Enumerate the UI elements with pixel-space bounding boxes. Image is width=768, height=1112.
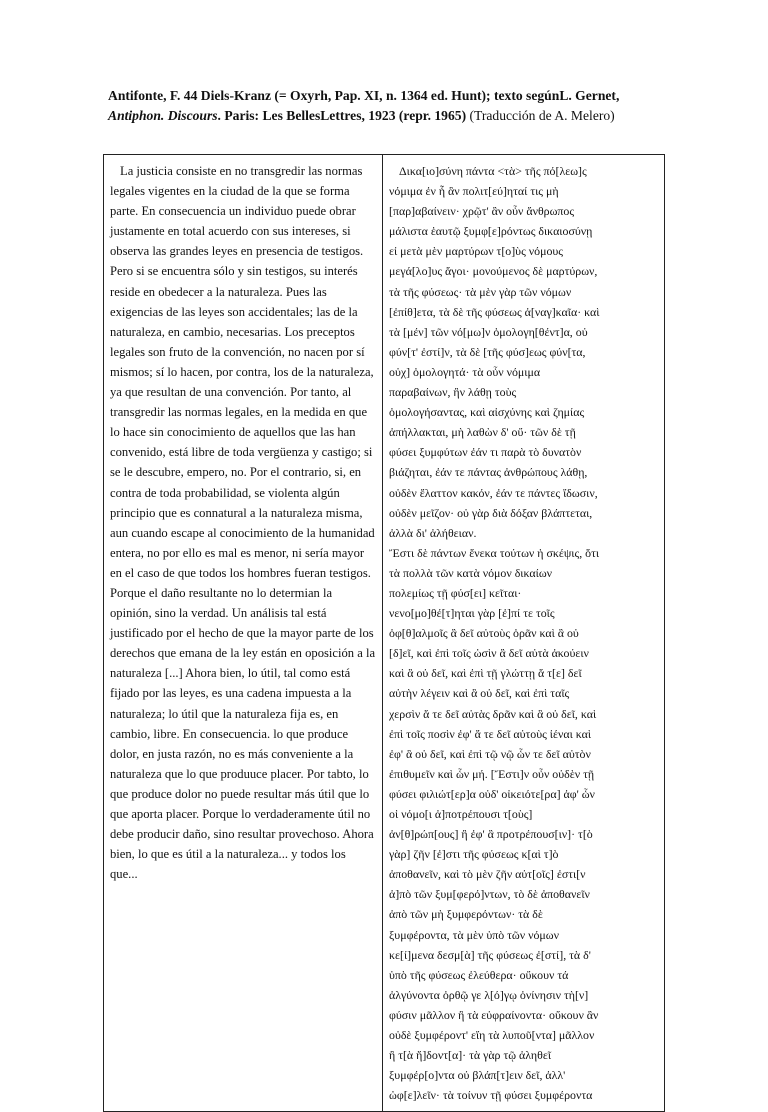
greek-line: ἀπήλλακται, μὴ λαθὼν δ' οὔ· τῶν δὲ τῇ: [389, 425, 576, 440]
greek-line: ὁμολογήσαντας, καὶ αἰσχύνης καὶ ζημίας: [389, 405, 585, 420]
greek-line: ἀν[θ]ρώπ[ους] ἢ ἐφ' ἃ προτρέπουσ[ιν]· τ[ὸ: [389, 827, 593, 842]
greek-line: τὰ [μέν] τῶν νό[μω]ν ὁμολογη[θέντ]α, οὐ: [389, 324, 588, 339]
greek-line: οὐδὲν μεῖζον· οὐ γὰρ διὰ δόξαν βλάπτεται,: [389, 505, 593, 520]
greek-line: νόμιμα ἐν ἧ ἂν πολιτ[εύ]ηταί τις μὴ: [389, 184, 559, 199]
citation-editor: L. Gernet,: [559, 88, 620, 103]
greek-line: οὐδὲν ἔλαττον κακόν, ἐάν τε πάντες ἴδωσιν,: [389, 485, 598, 500]
greek-line: ἐφ' ἃ οὐ δεῖ, καὶ ἐπὶ τῷ νῷ ὧν τε δεῖ αὐτὸν: [389, 746, 591, 761]
greek-line: Ἔστι δὲ πάντων ἕνεκα τούτων ἡ σκέψις, ὅτι: [389, 545, 600, 560]
greek-line: φύσει φιλιώτ[ερ]α οὐδ' οἰκειότε[ρα] ἀφ' ὧν: [389, 786, 595, 801]
greek-line: [δ]εῖ, καὶ ἐπὶ τοῖς ὠσὶν ἃ δεῖ αὐτὰ ἀκούειν: [389, 646, 589, 661]
greek-line: [παρ]αβαίνειν· χρῷτ' ἂν οὖν ἄνθρωπος: [389, 204, 575, 219]
greek-line: ξυμφέροντα, τὰ μὲν ὑπὸ τῶν νόμων: [389, 927, 559, 942]
greek-line: οὐχ] ὁμολογητά· τὰ οὖν νόμιμα: [389, 364, 541, 379]
greek-line: πολεμίως τῇ φύσ[ει] κεῖται·: [389, 585, 522, 600]
greek-line: ὠφ[ε]λεῖν· τὰ τοίνυν τῇ φύσει ξυμφέροντα: [389, 1088, 593, 1103]
greek-line: χερσὶν ἅ τε δεῖ αὐτὰς δρᾶν καὶ ἃ οὐ δεῖ, καὶ: [389, 706, 597, 721]
greek-original-text: [389, 161, 658, 1105]
citation-source: Antifonte, F. 44 Diels-Kranz (= Oxyrh, Pap. XI, n. 1364 ed. Hunt); texto según: [108, 88, 560, 103]
greek-line: ἀποθανεῖν, καὶ τὸ μὲν ζῆν αὐτ[οῖς] ἐστι[ν: [389, 867, 586, 882]
greek-line: ὀφ[θ]αλμοῖς ἃ δεῖ αὐτοὺς ὁρᾶν καὶ ἃ οὐ: [389, 626, 579, 641]
greek-line: φύν[τ' ἐστί]ν, τὰ δὲ [τῆς φύσ]εως φύν[τα,: [389, 344, 586, 359]
greek-line: ἢ τ[ὰ ἥ]δοντ[α]· τὰ γὰρ τῷ ἀληθεῖ: [389, 1048, 552, 1063]
greek-line: μεγά[λο]υς ἄγοι· μονούμενος δὲ μαρτύρων,: [389, 264, 598, 279]
greek-line: εἰ μετὰ μὲν μαρτύρων τ[ο]ὺς νόμους: [389, 244, 563, 259]
citation-translator: (Traducción de A. Melero): [466, 108, 615, 123]
greek-original-cell: [383, 155, 665, 1112]
table-row: [104, 155, 665, 1112]
greek-line: μάλιστα ἑαυτῷ ξυμφ[ε]ρόντως δικαιοσύνῃ: [389, 224, 593, 239]
citation-publisher: . Paris: Les BellesLettres, 1923 (repr. 1965): [217, 108, 467, 123]
greek-line: γὰρ] ζῆν [ἐ]στι τῆς φύσεως κ[αὶ τ]ὸ: [389, 847, 559, 862]
greek-line: τὰ τῆς φύσεως· τὰ μὲν γὰρ τῶν νόμων: [389, 284, 572, 299]
greek-line: καὶ ἃ οὐ δεῖ, καὶ ἐπὶ τῇ γλώττῃ ἅ τ[ε] δεῖ: [389, 666, 582, 681]
greek-line: ἐπὶ τοῖς ποσὶν ἐφ' ἅ τε δεῖ αὐτοὺς ἰέναι καὶ: [389, 726, 592, 741]
greek-line: τὰ πολλὰ τῶν κατὰ νόμον δικαίων: [389, 565, 553, 580]
greek-line: [ἐπίθ]ετα, τὰ δὲ τῆς φύσεως ἀ[ναγ]καῖα· καὶ: [389, 304, 600, 319]
greek-line: βιάζηται, ἐάν τε πάντας ἀνθρώπους λάθῃ,: [389, 465, 588, 480]
spanish-translation-text: La justicia consiste en no transgredir las normas legales vigentes en la ciudad de la que se forma parte. En consecuencia un individuo puede obrar justamente en total acuerdo con sus intereses, si observa las grandes leyes en presencia de testigos. Pero si se encuentra sólo y sin testigos, su interés reside en obedecer a la naturaleza. Pues las exigencias de las leyes son accidentales; las de la naturaleza, en cambio, necesarias. Los preceptos legales son fruto de la convención, no nacen por sí mismos; sí lo hacen, por contra, los de la naturaleza, ya que resultan de una convención. Por tanto, al transgredir las normas legales, en la medida en que lo hace sin conocimiento de aquellos que las han convenido, está libre de toda vergüenza y castigo; si se le descubre, empero, no. Por el contrario, si, en contra de toda probabilidad, se violenta algún principio que es connatural a la naturaleza misma, aun cuando escape al conocimiento de la humanidad entera, no por ello es mal es menor, ni sería mayor en el caso de que todos los hombres fueran testigos. Porque el daño resultante no lo determian la opinión, sino la verdad. Un análisis tal está justificado por el hecho de que la mayor parte de los derechos que emana de la ley están en oposición a la naturaleza [...] Ahora bien, lo útil, tal como está fijado por las leyes, es una cadena impuesta a la naturaleza; lo útil que la naturaleza fija es, en cambio, libre. En consecuencia. lo que produce dolor, en justa razón, no es más conveniente a la naturaleza que lo que produuce placer. Por tabto, lo que produce dolor no puede resultar más útil que lo que aporta placer. Porque lo verdaderamente útil no debe producir daño, sino resultar provechoso. Ahora bien, lo que es útil a la naturaleza... y todos los que...: [110, 164, 376, 882]
greek-line: ἐπιθυμεῖν καὶ ὧν μή. [Ἔστι]ν οὖν οὐδὲν τῇ: [389, 766, 595, 781]
greek-line: ἀ]πὸ τῶν ξυμ[φερό]ντων, τὸ δὲ ἀποθανεῖν: [389, 887, 590, 902]
greek-line: οἱ νόμο[ι ἀ]ποτρέπουσι τ[οὺς]: [389, 807, 533, 821]
greek-line: αὐτὴν λέγειν καὶ ἃ οὐ δεῖ, καὶ ἐπὶ ταῖς: [389, 686, 570, 701]
greek-line: ἀλλὰ δι' ἀλήθειαν.: [389, 525, 477, 540]
greek-line: νενο[μο]θέ[τ]ηται γὰρ [ἐ]πί τε τοῖς: [389, 606, 555, 621]
citation-work-title: Antiphon. Discours: [108, 108, 218, 123]
spanish-translation-cell: [104, 155, 383, 1112]
parallel-text-table: [103, 154, 665, 1112]
greek-line: ξυμφέρ[ο]ντα οὐ βλάπ[τ]ειν δεῖ, ἀλλ': [389, 1068, 566, 1083]
document-header: [108, 86, 664, 126]
greek-line: παραβαίνων, ἢν λάθῃ τοὺς: [389, 385, 517, 400]
greek-line: οὐδὲ ξυμφέροντ' εἴη τὰ λυποῦ[ντα] μᾶλλον: [389, 1028, 595, 1043]
greek-line: Δικα[ιο]σύνη πάντα <τὰ> τῆς πό[λεω]ς: [399, 164, 587, 178]
greek-line: ἀλγύνοντα ὀρθῷ γε λ[ό]γῳ ὀνίνησιν τὴ[ν]: [389, 987, 589, 1002]
greek-line: φύσει ξυμφύτων ἐάν τι παρὰ τὸ δυνατὸν: [389, 445, 582, 460]
greek-line: ἀπὸ τῶν μὴ ξυμφερόντων· τὰ δὲ: [389, 907, 543, 922]
greek-line: ὑπὸ τῆς φύσεως ἐλεύθερα· οὔκουν τά: [389, 967, 569, 982]
greek-line: φύσιν μᾶλλον ἢ τὰ εὐφραίνοντα· οὔκουν ἂν: [389, 1007, 599, 1022]
greek-line: κε[ί]μενα δεσμ[ὰ] τῆς φύσεως ἐ[στί], τὰ δ': [389, 947, 591, 962]
